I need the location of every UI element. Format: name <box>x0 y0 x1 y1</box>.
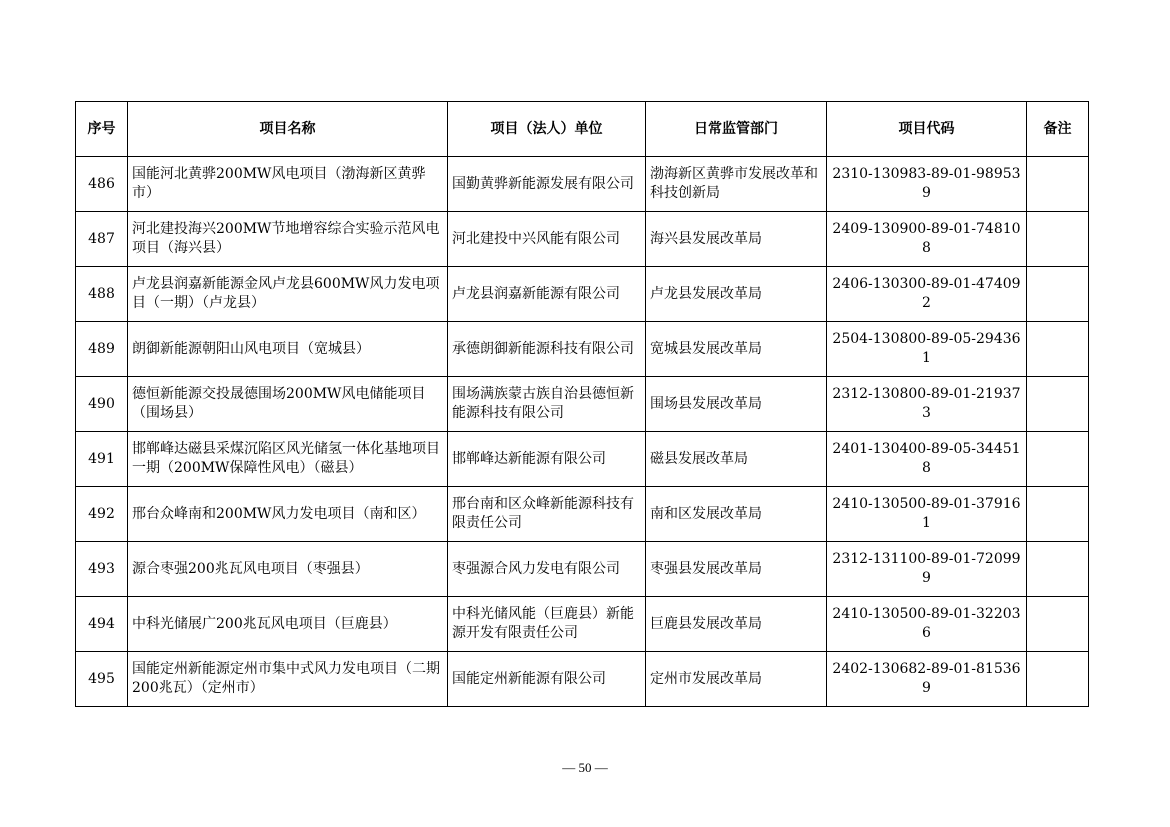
project-unit: 河北建投中兴风能有限公司 <box>448 212 646 267</box>
project-code: 2406-130300-89-01-474092 <box>827 267 1027 322</box>
project-name: 邢台众峰南和200MW风力发电项目（南和区） <box>128 487 448 542</box>
remark <box>1027 597 1089 652</box>
supervising-dept: 枣强县发展改革局 <box>646 542 827 597</box>
page-number: — 50 — <box>562 760 608 775</box>
header-unit: 项目（法人）单位 <box>448 102 646 157</box>
remark <box>1027 652 1089 707</box>
row-number: 487 <box>76 212 128 267</box>
remark <box>1027 377 1089 432</box>
table-row <box>76 377 1089 432</box>
remark <box>1027 487 1089 542</box>
remark <box>1027 322 1089 377</box>
table-row <box>76 487 1089 542</box>
project-code: 2310-130983-89-01-989539 <box>827 157 1027 212</box>
table-row <box>76 212 1089 267</box>
project-code: 2504-130800-89-05-294361 <box>827 322 1027 377</box>
project-code: 2402-130682-89-01-815369 <box>827 652 1027 707</box>
project-code: 2312-131100-89-01-720999 <box>827 542 1027 597</box>
project-code: 2401-130400-89-05-344518 <box>827 432 1027 487</box>
table-row <box>76 157 1089 212</box>
project-name: 中科光储展广200兆瓦风电项目（巨鹿县） <box>128 597 448 652</box>
project-code: 2410-130500-89-01-379161 <box>827 487 1027 542</box>
supervising-dept: 渤海新区黄骅市发展改革和科技创新局 <box>646 157 827 212</box>
header-code: 项目代码 <box>827 102 1027 157</box>
table-row <box>76 267 1089 322</box>
remark <box>1027 432 1089 487</box>
project-unit: 中科光储风能（巨鹿县）新能源开发有限责任公司 <box>448 597 646 652</box>
project-name: 源合枣强200兆瓦风电项目（枣强县） <box>128 542 448 597</box>
table-row <box>76 322 1089 377</box>
project-code: 2312-130800-89-01-219373 <box>827 377 1027 432</box>
project-unit: 国能定州新能源有限公司 <box>448 652 646 707</box>
supervising-dept: 卢龙县发展改革局 <box>646 267 827 322</box>
row-number: 492 <box>76 487 128 542</box>
project-name: 德恒新能源交投晟德围场200MW风电储能项目（围场县） <box>128 377 448 432</box>
row-number: 486 <box>76 157 128 212</box>
table-row <box>76 542 1089 597</box>
remark <box>1027 157 1089 212</box>
header-name: 项目名称 <box>128 102 448 157</box>
project-name: 国能定州新能源定州市集中式风力发电项目（二期200兆瓦）（定州市） <box>128 652 448 707</box>
supervising-dept: 定州市发展改革局 <box>646 652 827 707</box>
project-table <box>75 101 1089 707</box>
project-unit: 邢台南和区众峰新能源科技有限责任公司 <box>448 487 646 542</box>
supervising-dept: 围场县发展改革局 <box>646 377 827 432</box>
project-name: 河北建投海兴200MW节地增容综合实验示范风电项目（海兴县） <box>128 212 448 267</box>
row-number: 495 <box>76 652 128 707</box>
supervising-dept: 宽城县发展改革局 <box>646 322 827 377</box>
project-unit: 围场满族蒙古族自治县德恒新能源科技有限公司 <box>448 377 646 432</box>
project-name: 卢龙县润嘉新能源金风卢龙县600MW风力发电项目（一期）（卢龙县） <box>128 267 448 322</box>
project-code: 2410-130500-89-01-322036 <box>827 597 1027 652</box>
row-number: 491 <box>76 432 128 487</box>
project-code: 2409-130900-89-01-748108 <box>827 212 1027 267</box>
row-number: 494 <box>76 597 128 652</box>
header-no: 序号 <box>76 102 128 157</box>
remark <box>1027 267 1089 322</box>
table-row <box>76 597 1089 652</box>
remark <box>1027 542 1089 597</box>
header-note: 备注 <box>1027 102 1089 157</box>
project-name: 国能河北黄骅200MW风电项目（渤海新区黄骅市） <box>128 157 448 212</box>
project-unit: 承德朗御新能源科技有限公司 <box>448 322 646 377</box>
project-unit: 卢龙县润嘉新能源有限公司 <box>448 267 646 322</box>
supervising-dept: 磁县发展改革局 <box>646 432 827 487</box>
row-number: 490 <box>76 377 128 432</box>
row-number: 493 <box>76 542 128 597</box>
project-unit: 邯郸峰达新能源有限公司 <box>448 432 646 487</box>
supervising-dept: 巨鹿县发展改革局 <box>646 597 827 652</box>
table-row <box>76 432 1089 487</box>
project-name: 邯郸峰达磁县采煤沉陷区风光储氢一体化基地项目一期（200MW保障性风电）（磁县） <box>128 432 448 487</box>
project-name: 朗御新能源朝阳山风电项目（宽城县） <box>128 322 448 377</box>
remark <box>1027 212 1089 267</box>
row-number: 489 <box>76 322 128 377</box>
supervising-dept: 海兴县发展改革局 <box>646 212 827 267</box>
supervising-dept: 南和区发展改革局 <box>646 487 827 542</box>
table-header-row <box>76 102 1089 157</box>
project-unit: 枣强源合风力发电有限公司 <box>448 542 646 597</box>
row-number: 488 <box>76 267 128 322</box>
table-row <box>76 652 1089 707</box>
project-unit: 国勤黄骅新能源发展有限公司 <box>448 157 646 212</box>
header-dept: 日常监管部门 <box>646 102 827 157</box>
